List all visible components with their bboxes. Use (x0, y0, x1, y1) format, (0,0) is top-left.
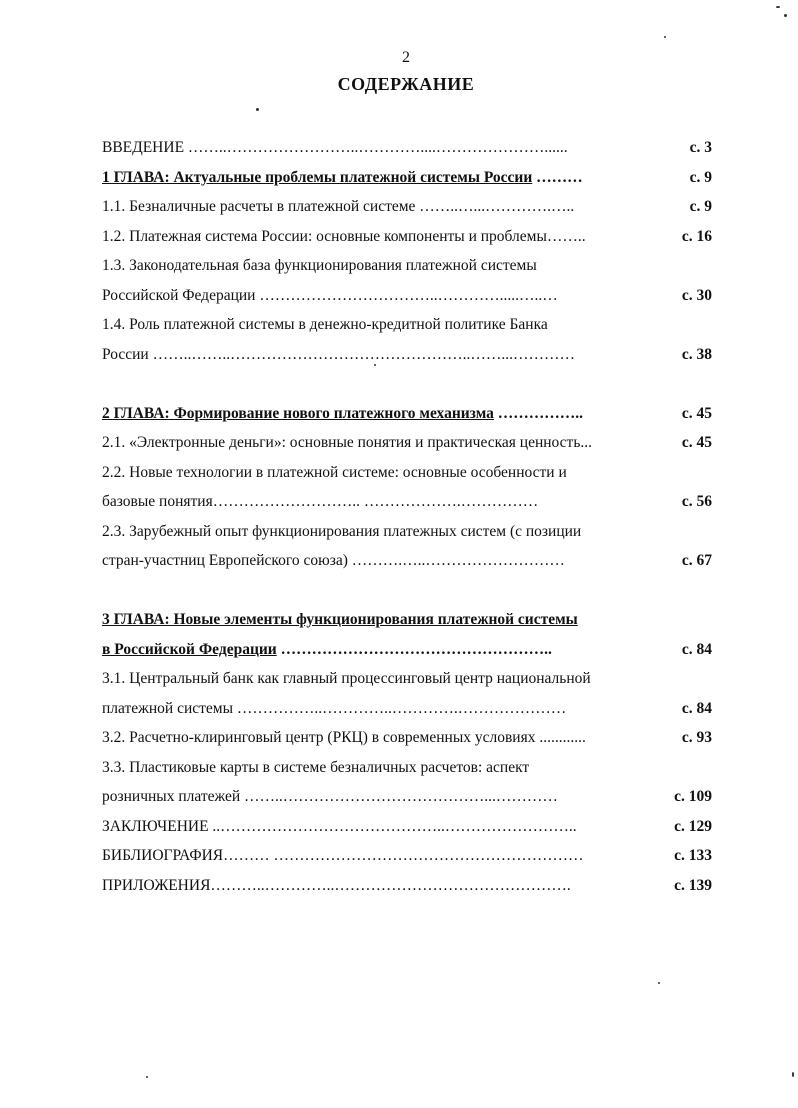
toc-page-ref: с. 9 (689, 198, 712, 215)
toc-entry-text: 1.2. Платежная система России: основные компоненты и проблемы…….. (102, 227, 586, 245)
toc-entry-bibliography (102, 841, 712, 871)
toc-chapter-3 (102, 605, 712, 635)
toc-entry-text: ВВЕДЕНИЕ ……..……………………..…………....…………………...... (102, 139, 568, 156)
toc-entry-3-1 (102, 664, 712, 694)
toc-entry-2-3-cont (102, 546, 712, 576)
toc-entry-intro (102, 133, 712, 163)
toc-page-ref: с. 45 (681, 434, 712, 451)
toc-entry-3-1-cont (102, 694, 712, 724)
toc-page-ref: с. 109 (674, 788, 712, 805)
chapter-title: 3 ГЛАВА: Новые элементы функционирования платежной системы (102, 611, 578, 628)
toc-entry-text: 3.1. Центральный банк как главный процессинговый центр национальной (102, 670, 591, 687)
toc-leader-dots: ……… (532, 168, 583, 186)
toc-entry-text: России ……..……..………………………………………..……...………… (102, 345, 575, 363)
toc-page-ref: с. 38 (681, 345, 712, 363)
toc-entry-2-3 (102, 517, 712, 547)
scan-speck (664, 36, 666, 38)
toc-page-ref: с. 93 (681, 729, 712, 746)
toc-chapter-3-cont (102, 635, 712, 665)
toc-entry-text: 3.2. Расчетно-клиринговый центр (РКЦ) в современных условиях ............ (102, 729, 586, 746)
toc-entry-2-1 (102, 428, 712, 458)
table-of-contents (102, 133, 712, 900)
toc-entry-text: 1.1. Безналичные расчеты в платежной системе ……..…...………….….. (102, 198, 575, 215)
toc-entry-2-2 (102, 458, 712, 488)
section-spacer (102, 576, 712, 606)
scan-speck (146, 1076, 148, 1078)
toc-entry-appendix (102, 871, 712, 901)
scan-speck (792, 1072, 794, 1077)
toc-entry-text: 1.3. Законодательная база функционирования платежной системы (102, 257, 537, 274)
toc-entry-text: 3.3. Пластиковые карты в системе безналичных расчетов: аспект (102, 758, 530, 776)
toc-page-ref: с. 129 (674, 817, 712, 835)
toc-chapter-2 (102, 399, 712, 429)
toc-entry-1-3 (102, 251, 712, 281)
page-title: СОДЕРЖАНИЕ (337, 74, 475, 94)
toc-page-ref: с. 56 (681, 493, 712, 510)
toc-entry-text: базовые понятия……………………….. ……………….…………… (102, 493, 539, 510)
toc-entry-1-1 (102, 192, 712, 222)
toc-entry-1-3-cont (102, 281, 712, 311)
scan-speck (784, 14, 787, 17)
toc-entry-1-2 (102, 222, 712, 252)
toc-page-ref: с. 16 (681, 227, 712, 245)
toc-entry-text: розничных платежей ……..…………………………………...………… (102, 788, 558, 805)
toc-page-ref: с. 84 (681, 640, 712, 658)
chapter-title: в Российской Федерации (102, 640, 277, 658)
toc-entry-2-2-cont (102, 487, 712, 517)
scan-speck (374, 364, 376, 366)
toc-leader-dots: …………….. (493, 404, 584, 422)
toc-page-ref: с. 9 (689, 168, 712, 186)
toc-page-ref: с. 45 (681, 404, 712, 422)
toc-entry-text: платежной системы ……………..…………..………….………………… (102, 699, 567, 717)
toc-entry-text: 2.3. Зарубежный опыт функционирования платежных систем (с позиции (102, 522, 582, 540)
toc-entry-text: ЗАКЛЮЧЕНИЕ ..……………………………………..…………………….. (102, 817, 577, 835)
toc-page-ref: с. 133 (674, 847, 712, 864)
toc-page-ref: с. 3 (689, 139, 712, 156)
toc-entry-1-4 (102, 310, 712, 340)
toc-entry-3-2 (102, 723, 712, 753)
toc-chapter-1 (102, 163, 712, 193)
toc-leader-dots: …………………………………………….. (276, 640, 552, 658)
toc-entry-text: стран-участниц Европейского союза) ……….…..……………………… (102, 552, 565, 569)
scan-speck (776, 6, 780, 8)
toc-page-ref: с. 67 (681, 552, 712, 569)
chapter-title: 2 ГЛАВА: Формирование нового платежного механизма (102, 404, 494, 422)
toc-entry-text: 2.2. Новые технологии в платежной системе: основные особенности и (102, 463, 567, 481)
scan-speck (658, 982, 660, 984)
chapter-title: 1 ГЛАВА: Актуальные проблемы платежной системы России (102, 168, 533, 186)
toc-entry-3-3 (102, 753, 712, 783)
toc-entry-conclusion (102, 812, 712, 842)
toc-page-ref: с. 139 (674, 876, 712, 894)
page-number: 2 (402, 49, 410, 66)
toc-entry-text: ПРИЛОЖЕНИЯ………..…………..………………………………………. (102, 876, 571, 894)
toc-entry-1-4-cont (102, 340, 712, 370)
toc-entry-text: 2.1. «Электронные деньги»: основные понятия и практическая ценность... (102, 434, 593, 451)
toc-entry-text: БИБЛИОГРАФИЯ……… …………………………………………………… (102, 847, 584, 864)
toc-page-ref: с. 30 (681, 286, 712, 304)
toc-entry-text: 1.4. Роль платежной системы в денежно-кредитной политике Банка (102, 316, 548, 333)
section-spacer (102, 369, 712, 399)
toc-entry-text: Российской Федерации ……………………………..………….....…..… (102, 286, 558, 304)
scan-speck (256, 108, 259, 111)
toc-entry-3-3-cont (102, 782, 712, 812)
toc-page-ref: с. 84 (681, 699, 712, 717)
